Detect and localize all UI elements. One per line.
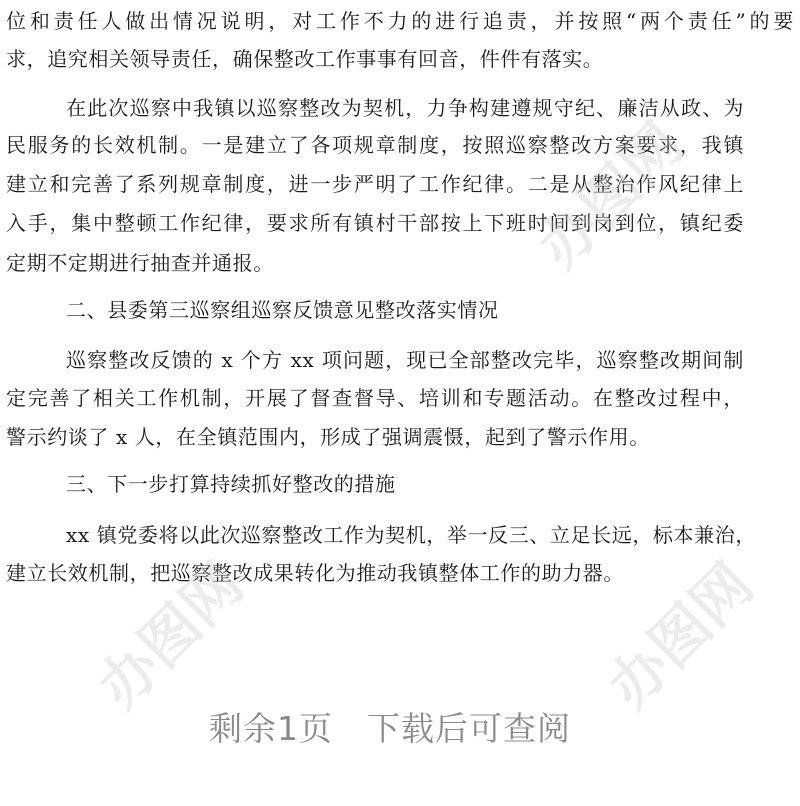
paragraph-1-line-2: 求，追究相关领导责任，确保整改工作事事有回音，件件有落实。 xyxy=(6,47,604,71)
remaining-pages-notice[interactable]: 剩余1页 下载后可查阅 xyxy=(209,709,571,748)
section-heading-2: 二、县委第三巡察组巡察反馈意见整改落实情况 xyxy=(66,298,499,322)
paragraph-4-line-1: xx 镇党委将以此次巡察整改工作为契机，举一反三、立足长远，标本兼治， xyxy=(66,523,756,547)
watermark-logo: 办图网 xyxy=(594,549,767,722)
section-heading-3: 三、下一步打算持续抓好整改的措施 xyxy=(66,472,396,496)
paragraph-3-line-1: 巡察整改反馈的 x 个方 xx 项问题，现已全部整改完毕，巡察整改期间制 xyxy=(66,348,744,372)
paragraph-2-line-3: 建立和完善了系列规章制度，进一步严明了工作纪律。二是从整治作风纪律上 xyxy=(6,172,744,196)
paragraph-4-line-2: 建立长效机制，把巡察整改成果转化为推动我镇整体工作的助力器。 xyxy=(6,561,624,585)
paragraph-2-line-2: 民服务的长效机制。一是建立了各项规章制度，按照巡察整改方案要求，我镇 xyxy=(6,133,744,157)
paragraph-2-line-5: 定期不定期进行抽查并通报。 xyxy=(6,251,274,275)
watermark-logo: 办图网 xyxy=(524,109,697,282)
paragraph-2-line-1: 在此次巡察中我镇以巡察整改为契机，力争构建遵规守纪、廉洁从政、为 xyxy=(66,96,744,120)
paragraph-3-line-2: 定完善了相关工作机制，开展了督查督导、培训和专题活动。在整改过程中， xyxy=(6,386,744,410)
paragraph-3-line-3: 警示约谈了 x 人，在全镇范围内，形成了强调震慑，起到了警示作用。 xyxy=(6,425,650,449)
watermark-logo: 办图网 xyxy=(84,549,257,722)
paragraph-2-line-4: 入手，集中整顿工作纪律，要求所有镇村干部按上下班时间到岗到位，镇纪委 xyxy=(6,211,744,235)
paragraph-1-line-1: 位和责任人做出情况说明，对工作不力的进行追责，并按照“两个责任”的要 xyxy=(6,9,794,33)
